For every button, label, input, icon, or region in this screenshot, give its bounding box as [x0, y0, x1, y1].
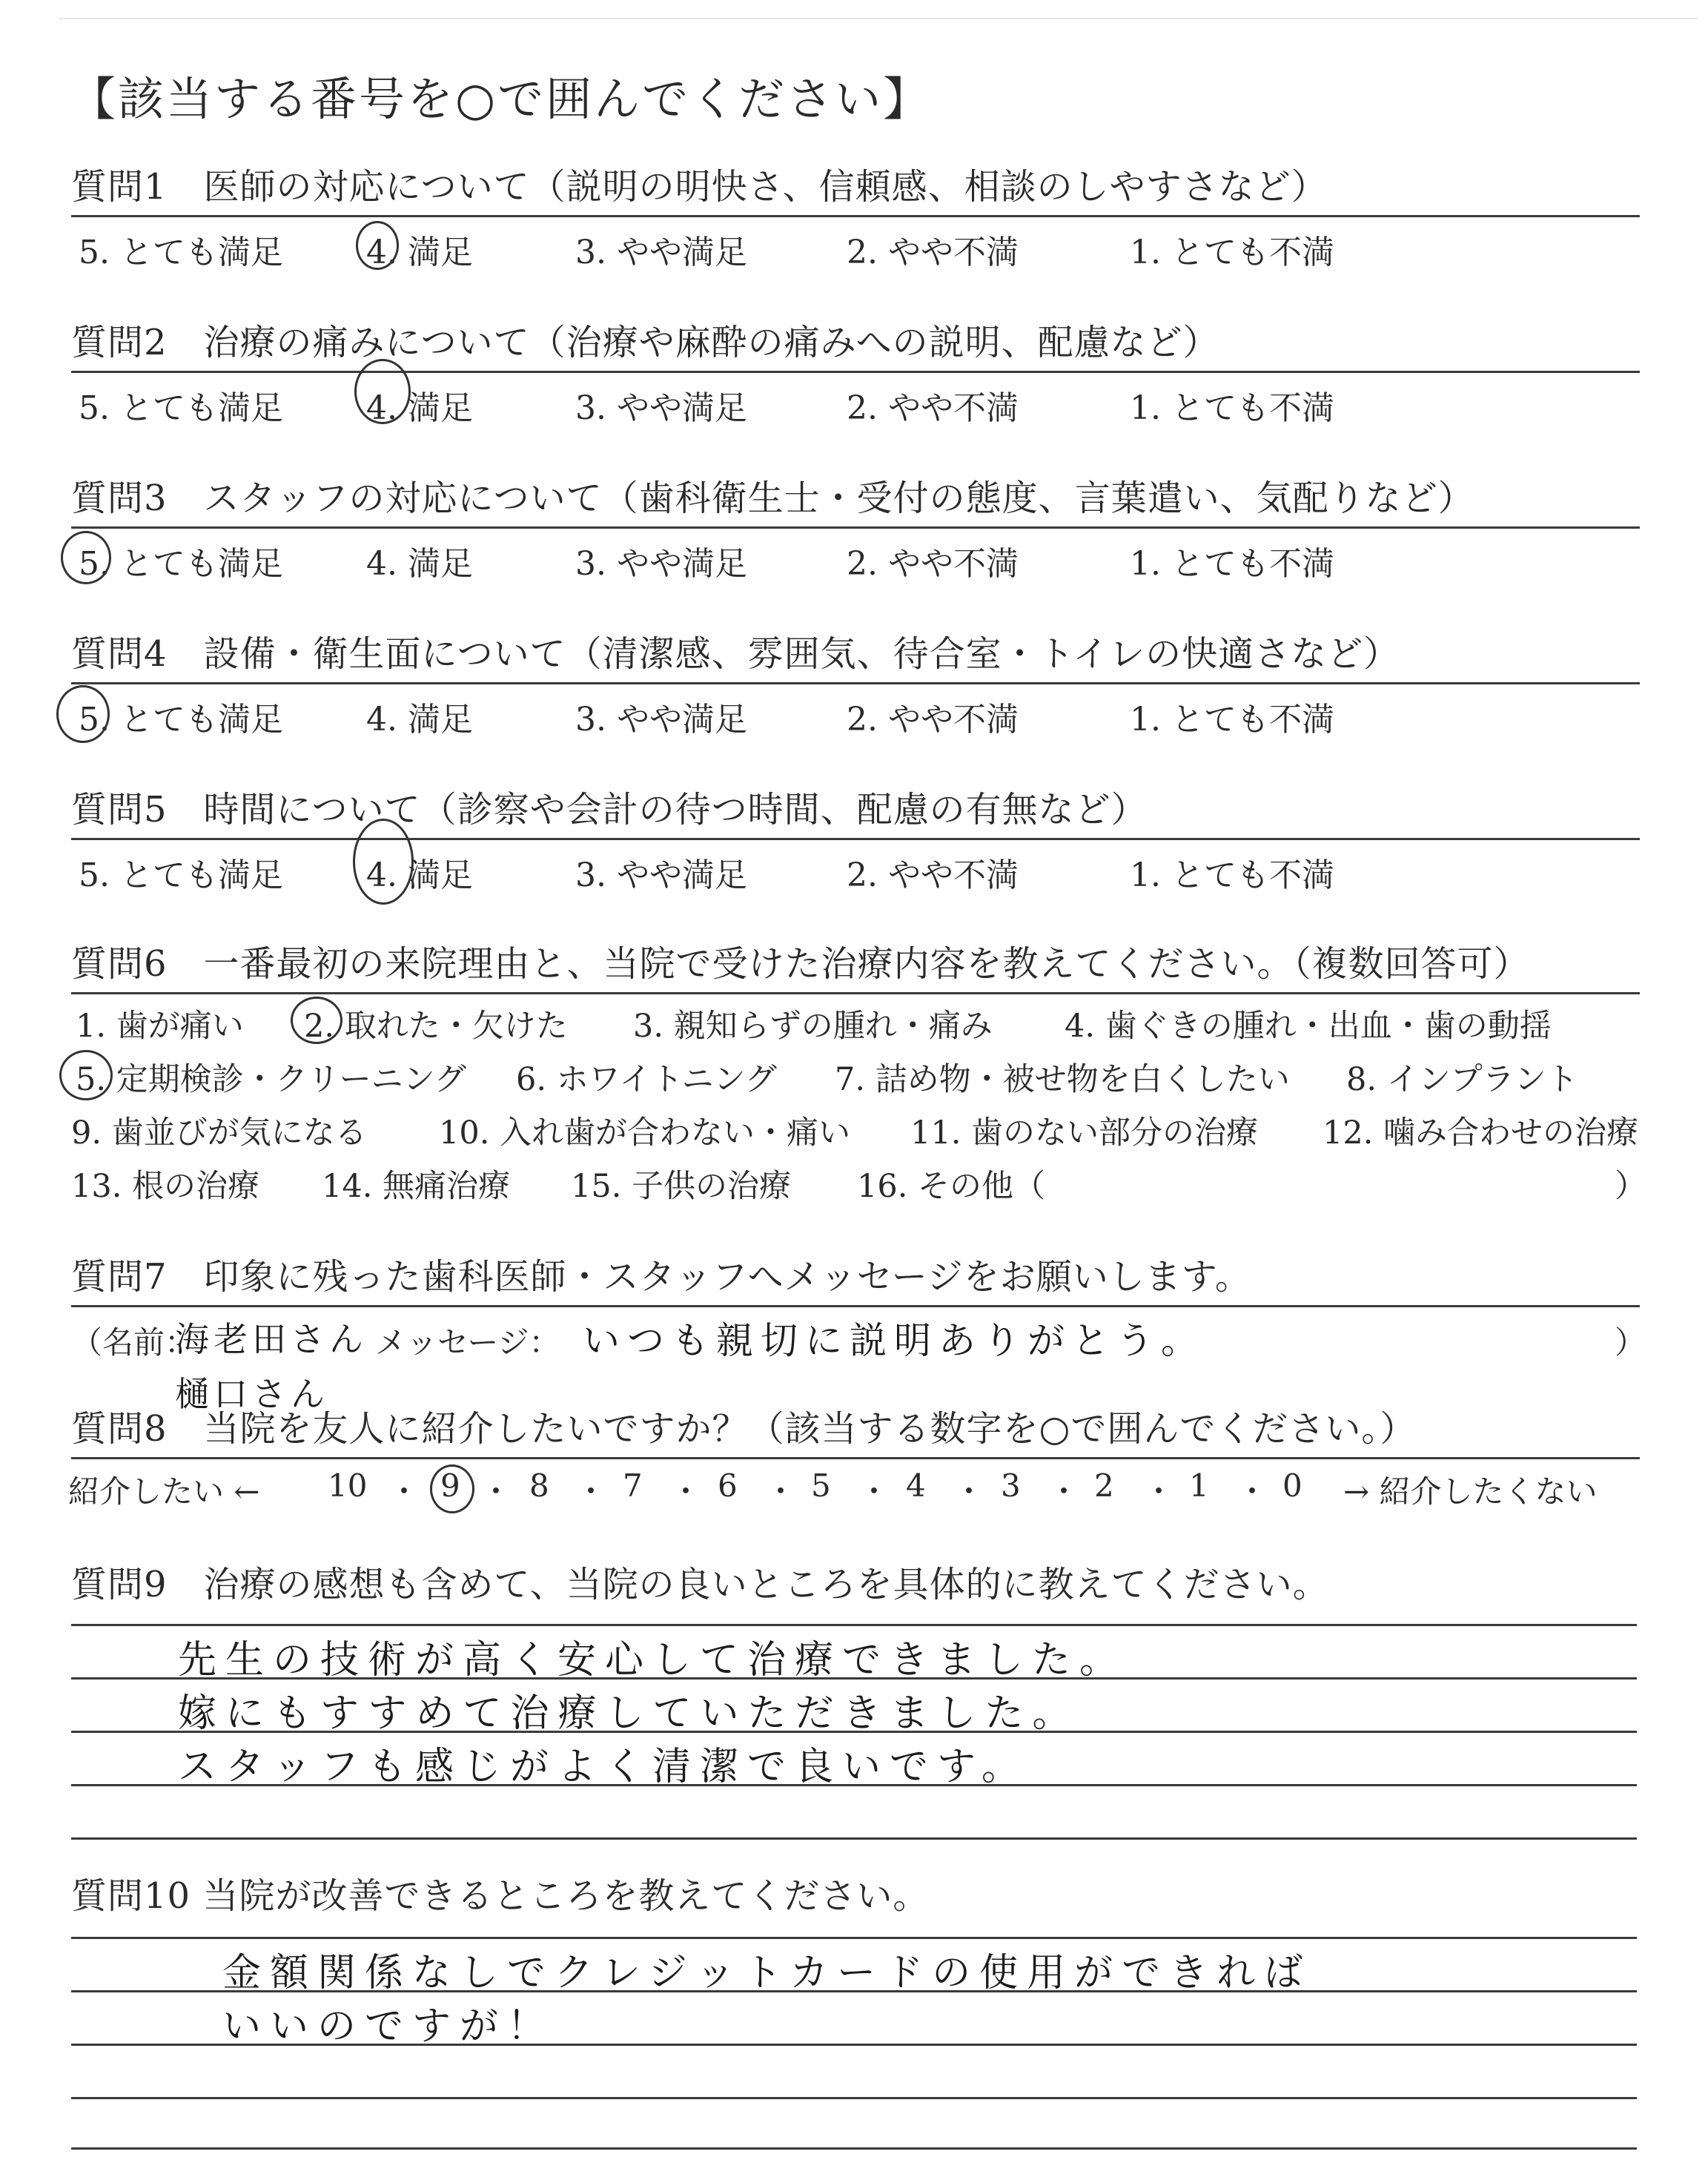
- scale-1[interactable]: 1: [1189, 1467, 1209, 1504]
- question-title: 質問7 印象に残った歯科医師・スタッフへメッセージをお願いします。: [71, 1256, 1251, 1298]
- answer-handwriting-3[interactable]: スタッフも感じがよく清潔で良いです。: [178, 1745, 1029, 1789]
- answer-handwriting-1[interactable]: 金額関係なしでクレジットカードの使用ができれば: [222, 1951, 1312, 1995]
- option-16[interactable]: 16. その他（: [857, 1168, 1046, 1205]
- option-5[interactable]: 5. とても満足: [79, 234, 283, 271]
- scale-dot: ・: [858, 1473, 890, 1510]
- option-4[interactable]: 4. 満足: [366, 701, 473, 739]
- option-1[interactable]: 1. とても不満: [1130, 856, 1334, 894]
- answer-line: [71, 1937, 1637, 1939]
- option-5[interactable]: 5. 定期検診・クリーニング: [76, 1061, 466, 1098]
- question-title: 質問8 当院を友人に紹介したいですか？（該当する数字を○で囲んでください。）: [71, 1408, 1417, 1450]
- divider: [71, 371, 1640, 373]
- options-row: [71, 537, 1640, 581]
- option-2[interactable]: 2. やや不満: [847, 856, 1019, 894]
- page-title: 【該当する番号を○で囲んでください】: [70, 72, 932, 126]
- option-4[interactable]: 4. 満足: [366, 389, 473, 427]
- options-row: [71, 381, 1640, 426]
- scale-dot: ・: [1048, 1473, 1080, 1510]
- option-9[interactable]: 9. 歯並びが気になる: [71, 1114, 367, 1152]
- option-16-close: ）: [1615, 1168, 1646, 1205]
- scale-9[interactable]: 9: [440, 1467, 460, 1504]
- question-title: 質問1 医師の対応について（説明の明快さ、信頼感、相談のしやすさなど）: [71, 166, 1328, 208]
- option-11[interactable]: 11. 歯のない部分の治療: [910, 1114, 1259, 1152]
- message-handwriting[interactable]: いつも親切に説明ありがとう。: [583, 1319, 1205, 1362]
- option-2[interactable]: 2. やや不満: [847, 545, 1019, 583]
- question-title: 質問9 治療の感想も含めて、当院の良いところを具体的に教えてください。: [71, 1564, 1329, 1605]
- divider: [71, 682, 1640, 684]
- divider: [71, 526, 1640, 529]
- options-row: [71, 848, 1640, 893]
- answer-line: [71, 1837, 1637, 1840]
- scale-2[interactable]: 2: [1094, 1467, 1114, 1504]
- question-title: 質問4 設備・衛生面について（清潔感、雰囲気、待合室・トイレの快適さなど）: [71, 633, 1400, 675]
- selection-circle: [356, 221, 399, 270]
- selection-circle: [56, 685, 110, 743]
- option-3[interactable]: 3. やや満足: [575, 389, 747, 427]
- option-13[interactable]: 13. 根の治療: [71, 1168, 260, 1205]
- option-6[interactable]: 6. ホワイトニング: [516, 1061, 777, 1098]
- scale-5[interactable]: 5: [811, 1467, 831, 1504]
- option-12[interactable]: 12. 噛み合わせの治療: [1323, 1114, 1639, 1152]
- question-title: 質問6 一番最初の来院理由と、当院で受けた治療内容を教えてください。（複数回答可）: [71, 943, 1530, 985]
- options-row: [71, 1108, 1702, 1152]
- question-title: 質問2 治療の痛みについて（治療や麻酔の痛みへの説明、配慮など）: [71, 322, 1219, 363]
- option-14[interactable]: 14. 無痛治療: [322, 1168, 511, 1205]
- scale-4[interactable]: 4: [906, 1467, 926, 1504]
- scale-left-label: 紹介したい ←: [68, 1473, 260, 1510]
- answer-line: [71, 2147, 1637, 2150]
- scale-dot: ・: [575, 1473, 607, 1510]
- option-5[interactable]: 5. とても満足: [79, 701, 283, 739]
- name-handwriting-2[interactable]: 樋口さん: [175, 1374, 329, 1414]
- option-1[interactable]: 1. とても不満: [1130, 701, 1334, 739]
- option-3[interactable]: 3. やや満足: [575, 545, 747, 583]
- selection-circle: [430, 1464, 474, 1513]
- scale-3[interactable]: 3: [1001, 1467, 1021, 1504]
- option-2[interactable]: 2. やや不満: [847, 701, 1019, 739]
- divider: [71, 1305, 1640, 1307]
- scale-dot: ・: [670, 1473, 702, 1510]
- option-4[interactable]: 4. 満足: [366, 856, 473, 894]
- options-row: [71, 1054, 1702, 1096]
- option-3[interactable]: 3. 親知らずの腫れ・痛み: [633, 1008, 993, 1045]
- top-border: [59, 18, 1698, 19]
- options-row: [71, 693, 1640, 737]
- scale-right-label: → 紹介したくない: [1343, 1473, 1598, 1510]
- answer-line: [71, 2097, 1637, 2099]
- scale-10[interactable]: 10: [328, 1467, 368, 1504]
- name-label: （名前：: [71, 1324, 196, 1361]
- scale-dot: ・: [1143, 1473, 1175, 1510]
- scale-dot: ・: [480, 1473, 512, 1510]
- scale-0[interactable]: 0: [1282, 1467, 1302, 1504]
- selection-circle: [354, 359, 411, 424]
- selection-circle: [353, 819, 414, 905]
- scale-dot: ・: [953, 1473, 985, 1510]
- divider: [71, 1457, 1640, 1459]
- scale-6[interactable]: 6: [718, 1467, 738, 1504]
- selection-circle: [59, 1050, 113, 1100]
- answer-handwriting-2[interactable]: 嫁にもすすめて治療していただきました。: [178, 1691, 1080, 1736]
- option-4[interactable]: 4. 満足: [366, 234, 473, 271]
- scale-dot: ・: [388, 1473, 420, 1510]
- option-2[interactable]: 2. やや不満: [847, 389, 1019, 427]
- scale-dot: ・: [765, 1473, 797, 1510]
- options-row: [71, 1161, 1702, 1203]
- option-1[interactable]: 1. とても不満: [1130, 234, 1334, 271]
- option-7[interactable]: 7. 詰め物・被せ物を白くしたい: [835, 1061, 1290, 1098]
- question-title: 質問5 時間について（診察や会計の待つ時間、配慮の有無など）: [71, 789, 1148, 830]
- option-5[interactable]: 5. とても満足: [79, 545, 283, 583]
- name-handwriting[interactable]: 海老田さん: [175, 1319, 368, 1359]
- scale-dot: ・: [1237, 1473, 1268, 1510]
- option-5[interactable]: 5. とても満足: [79, 389, 283, 427]
- scale-7[interactable]: 7: [623, 1467, 643, 1504]
- options-row: [71, 225, 1640, 270]
- answer-handwriting-1[interactable]: 先生の技術が高く安心して治療できました。: [178, 1638, 1128, 1682]
- answer-line: [71, 1624, 1637, 1626]
- divider: [71, 215, 1640, 217]
- option-3[interactable]: 3. やや満足: [575, 701, 747, 739]
- options-row: [71, 1001, 1702, 1043]
- question-title: 質問10 当院が改善できるところを教えてください。: [71, 1875, 930, 1917]
- option-10[interactable]: 10. 入れ歯が合わない・痛い: [439, 1114, 851, 1152]
- message-close: ）: [1615, 1324, 1646, 1361]
- option-5[interactable]: 5. とても満足: [79, 856, 283, 894]
- option-4[interactable]: 4. 満足: [366, 545, 473, 583]
- option-1[interactable]: 1. とても不満: [1130, 389, 1334, 427]
- scale-8[interactable]: 8: [529, 1467, 549, 1504]
- option-2[interactable]: 2. 取れた・欠けた: [304, 1008, 568, 1045]
- option-3[interactable]: 3. やや満足: [575, 856, 747, 894]
- option-8[interactable]: 8. インプラント: [1346, 1061, 1578, 1098]
- divider: [71, 992, 1640, 994]
- option-4[interactable]: 4. 歯ぐきの腫れ・出血・歯の動揺: [1065, 1008, 1552, 1045]
- option-3[interactable]: 3. やや満足: [575, 234, 747, 271]
- divider: [71, 838, 1640, 840]
- selection-circle: [291, 997, 342, 1044]
- option-15[interactable]: 15. 子供の治療: [571, 1168, 792, 1205]
- option-1[interactable]: 1. とても不満: [1130, 545, 1334, 583]
- answer-handwriting-2[interactable]: いいのですが！: [222, 2004, 555, 2049]
- option-2[interactable]: 2. やや不満: [847, 234, 1019, 271]
- question-title: 質問3 スタッフの対応について（歯科衛生士・受付の態度、言葉遣い、気配りなど）: [71, 478, 1474, 519]
- selection-circle: [61, 531, 111, 584]
- option-1[interactable]: 1. 歯が痛い: [76, 1008, 244, 1045]
- message-label: メッセージ：: [375, 1324, 560, 1361]
